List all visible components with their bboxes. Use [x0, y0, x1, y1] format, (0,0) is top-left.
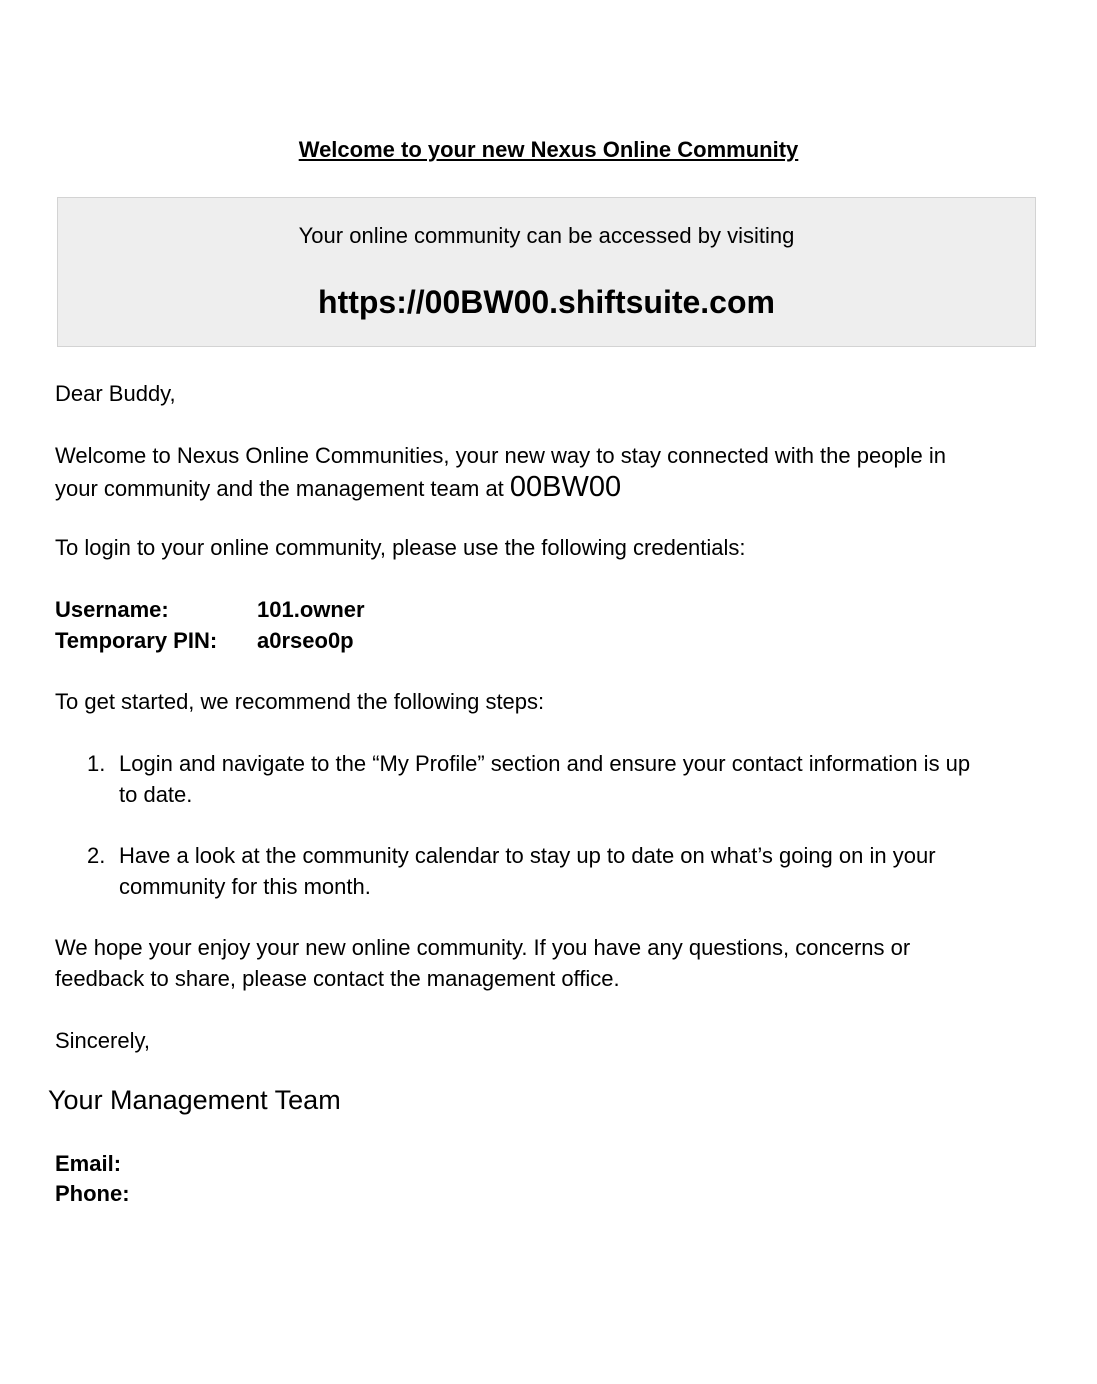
- signoff: Sincerely,: [55, 1028, 150, 1053]
- step-number: 1.: [87, 751, 106, 776]
- community-url: https://00BW00.shiftsuite.com: [318, 284, 775, 320]
- step-number: 2.: [87, 843, 106, 868]
- pin-value: a0rseo0p: [257, 628, 354, 653]
- welcome-line-2-text: your community and the management team at: [55, 476, 510, 501]
- community-code: 00BW00: [509, 471, 622, 503]
- banner-intro: Your online community can be accessed by visiting: [298, 223, 795, 248]
- step-line: to date.: [119, 782, 193, 807]
- access-banner: [57, 197, 1036, 347]
- email-label: Email:: [55, 1151, 122, 1176]
- username-value: 101.owner: [257, 597, 365, 622]
- step-text: [119, 840, 1044, 902]
- page-title: Welcome to your new Nexus Online Community: [298, 137, 799, 162]
- username-label: Username:: [55, 597, 169, 622]
- welcome-line-1: Welcome to Nexus Online Communities, your new way to stay connected with the people in: [55, 443, 947, 468]
- signature: Your Management Team: [48, 1085, 341, 1115]
- step-line: community for this month.: [119, 874, 371, 899]
- greeting: Dear Buddy,: [55, 381, 176, 406]
- phone-label: Phone:: [55, 1181, 130, 1206]
- login-intro: To login to your online community, please use the following credentials:: [55, 535, 746, 560]
- pin-label: Temporary PIN:: [55, 628, 218, 653]
- step-text: [119, 748, 1044, 810]
- step-line: Login and navigate to the “My Profile” section and ensure your contact information is up: [119, 751, 971, 776]
- closing-line-2: feedback to share, please contact the management office.: [55, 966, 620, 991]
- closing-line-1: We hope your enjoy your new online community. If you have any questions, concerns or: [55, 935, 911, 960]
- welcome-line-2: [55, 472, 621, 504]
- steps-intro: To get started, we recommend the following steps:: [55, 689, 545, 714]
- step-line: Have a look at the community calendar to stay up to date on what’s going on in your: [119, 843, 936, 868]
